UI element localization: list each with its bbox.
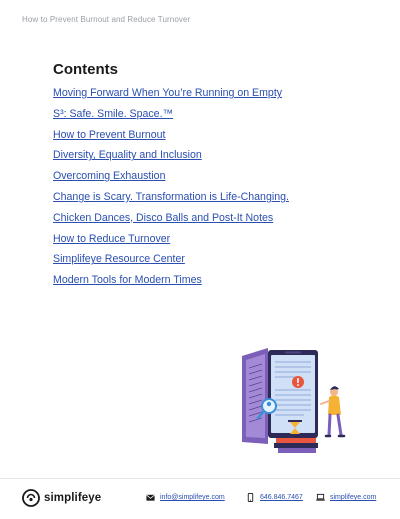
brand-name: simplifeye <box>44 492 102 504</box>
toc-item <box>53 107 289 128</box>
page-footer <box>0 478 400 519</box>
contact-email[interactable] <box>146 493 225 502</box>
running-header: How to Prevent Burnout and Reduce Turnover <box>22 15 191 24</box>
phone-link[interactable]: 646.846.7467 <box>260 494 303 501</box>
toc-link-reduce-turnover[interactable]: How to Reduce Turnover <box>53 232 171 245</box>
toc-link-safe-smile-space[interactable]: S³: Safe. Smile. Space.™ <box>53 107 174 120</box>
toc-link-prevent-burnout[interactable]: How to Prevent Burnout <box>53 128 166 141</box>
toc-item <box>53 169 289 190</box>
reading-illustration <box>238 346 350 458</box>
toc-item <box>53 190 289 211</box>
toc-link-modern-tools[interactable]: Modern Tools for Modern Times <box>53 274 202 287</box>
toc-link-diversity[interactable]: Diversity, Equality and Inclusion <box>53 149 202 162</box>
toc-item <box>53 211 289 232</box>
toc-link-change-is-scary[interactable]: Change is Scary. Transformation is Life-Changing. <box>53 190 289 203</box>
toc-item <box>53 232 289 253</box>
toc-link-moving-forward[interactable]: Moving Forward When You’re Running on Empty <box>53 87 283 99</box>
toc-item <box>53 273 289 294</box>
envelope-icon <box>146 493 155 502</box>
toc-item <box>53 128 289 149</box>
contact-phone[interactable] <box>246 493 303 502</box>
laptop-icon <box>316 493 325 502</box>
toc-item <box>53 86 289 107</box>
table-of-contents <box>53 86 289 294</box>
phone-icon <box>246 493 255 502</box>
contents-title: Contents <box>53 61 118 78</box>
toc-item <box>53 252 289 273</box>
simplifeye-logo-icon <box>22 489 40 507</box>
toc-link-overcoming-exhaustion[interactable]: Overcoming Exhaustion <box>53 170 166 183</box>
website-link[interactable]: simplifeye.com <box>330 494 377 501</box>
toc-item <box>53 148 289 169</box>
brand-logo <box>22 489 101 507</box>
contact-website[interactable] <box>316 493 376 502</box>
toc-link-chicken-dances[interactable]: Chicken Dances, Disco Balls and Post-It Notes <box>53 211 274 224</box>
toc-link-resource-center[interactable]: Simplifeye Resource Center <box>53 253 185 266</box>
email-link[interactable]: info@simplifeye.com <box>160 494 225 501</box>
